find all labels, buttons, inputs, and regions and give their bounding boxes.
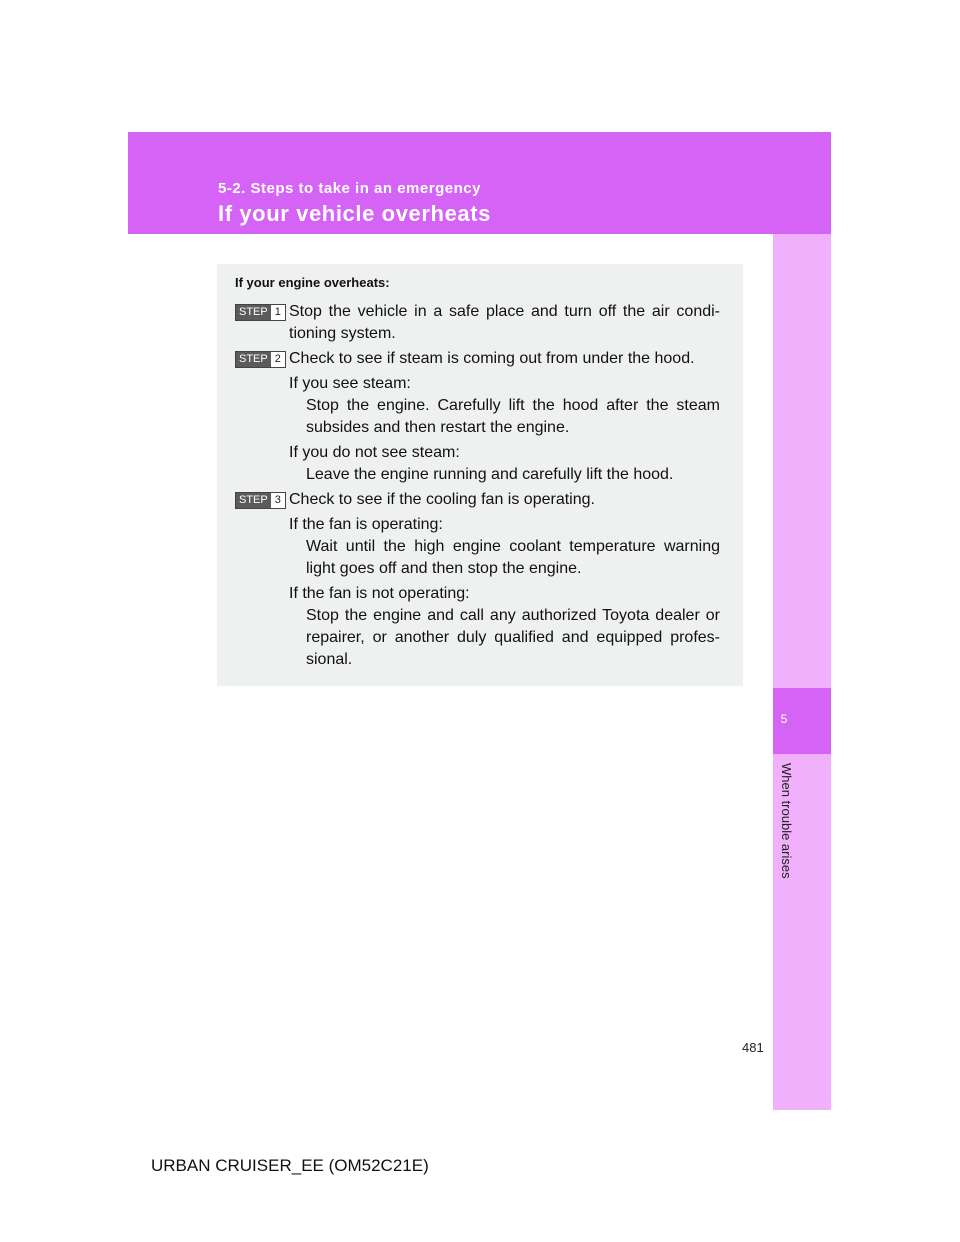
step-2-case-1-condition: If you see steam:	[289, 375, 411, 392]
chapter-number: 5	[780, 712, 788, 726]
step-number: 2	[271, 352, 285, 367]
step-3-case-1-condition: If the fan is operating:	[289, 516, 443, 533]
step-3-case-1-action: Wait until the high engine coolant temperature warning light goes off and then stop the engine.	[306, 538, 720, 577]
page-number: 481	[742, 1040, 764, 1055]
step-2-text: Check to see if steam is coming out from under the hood.	[289, 350, 695, 367]
step-badge-3	[235, 492, 286, 509]
step-badge-2	[235, 351, 286, 368]
step-label: STEP	[236, 493, 271, 508]
step-2-case-2-action: Leave the engine running and carefully lift the hood.	[306, 466, 674, 483]
step-3-case-2-action: Stop the engine and call any authorized Toyota dealer or repairer, or another duly qualified and equipped profes- sional.	[306, 607, 720, 668]
chapter-title: When trouble arises	[779, 763, 794, 879]
step-2-case-2-condition: If you do not see steam:	[289, 444, 460, 461]
step-1-text: Stop the vehicle in a safe place and turn off the air condi- tioning system.	[289, 303, 720, 342]
chapter-side-tab	[773, 234, 831, 1110]
manual-code: URBAN CRUISER_EE (OM52C21E)	[151, 1156, 429, 1175]
step-number: 3	[271, 493, 285, 508]
step-number: 1	[271, 305, 285, 320]
page-title: If your vehicle overheats	[218, 201, 491, 226]
section-label: 5-2. Steps to take in an emergency	[218, 180, 481, 197]
step-2-case-1-action: Stop the engine. Carefully lift the hood after the steam subsides and then restart the engine.	[306, 397, 720, 436]
step-badge-1	[235, 304, 286, 321]
step-label: STEP	[236, 305, 271, 320]
step-3-case-2-condition: If the fan is not operating:	[289, 585, 470, 602]
procedure-heading: If your engine overheats:	[235, 275, 390, 290]
step-3-text: Check to see if the cooling fan is operating.	[289, 491, 595, 508]
step-label: STEP	[236, 352, 271, 367]
